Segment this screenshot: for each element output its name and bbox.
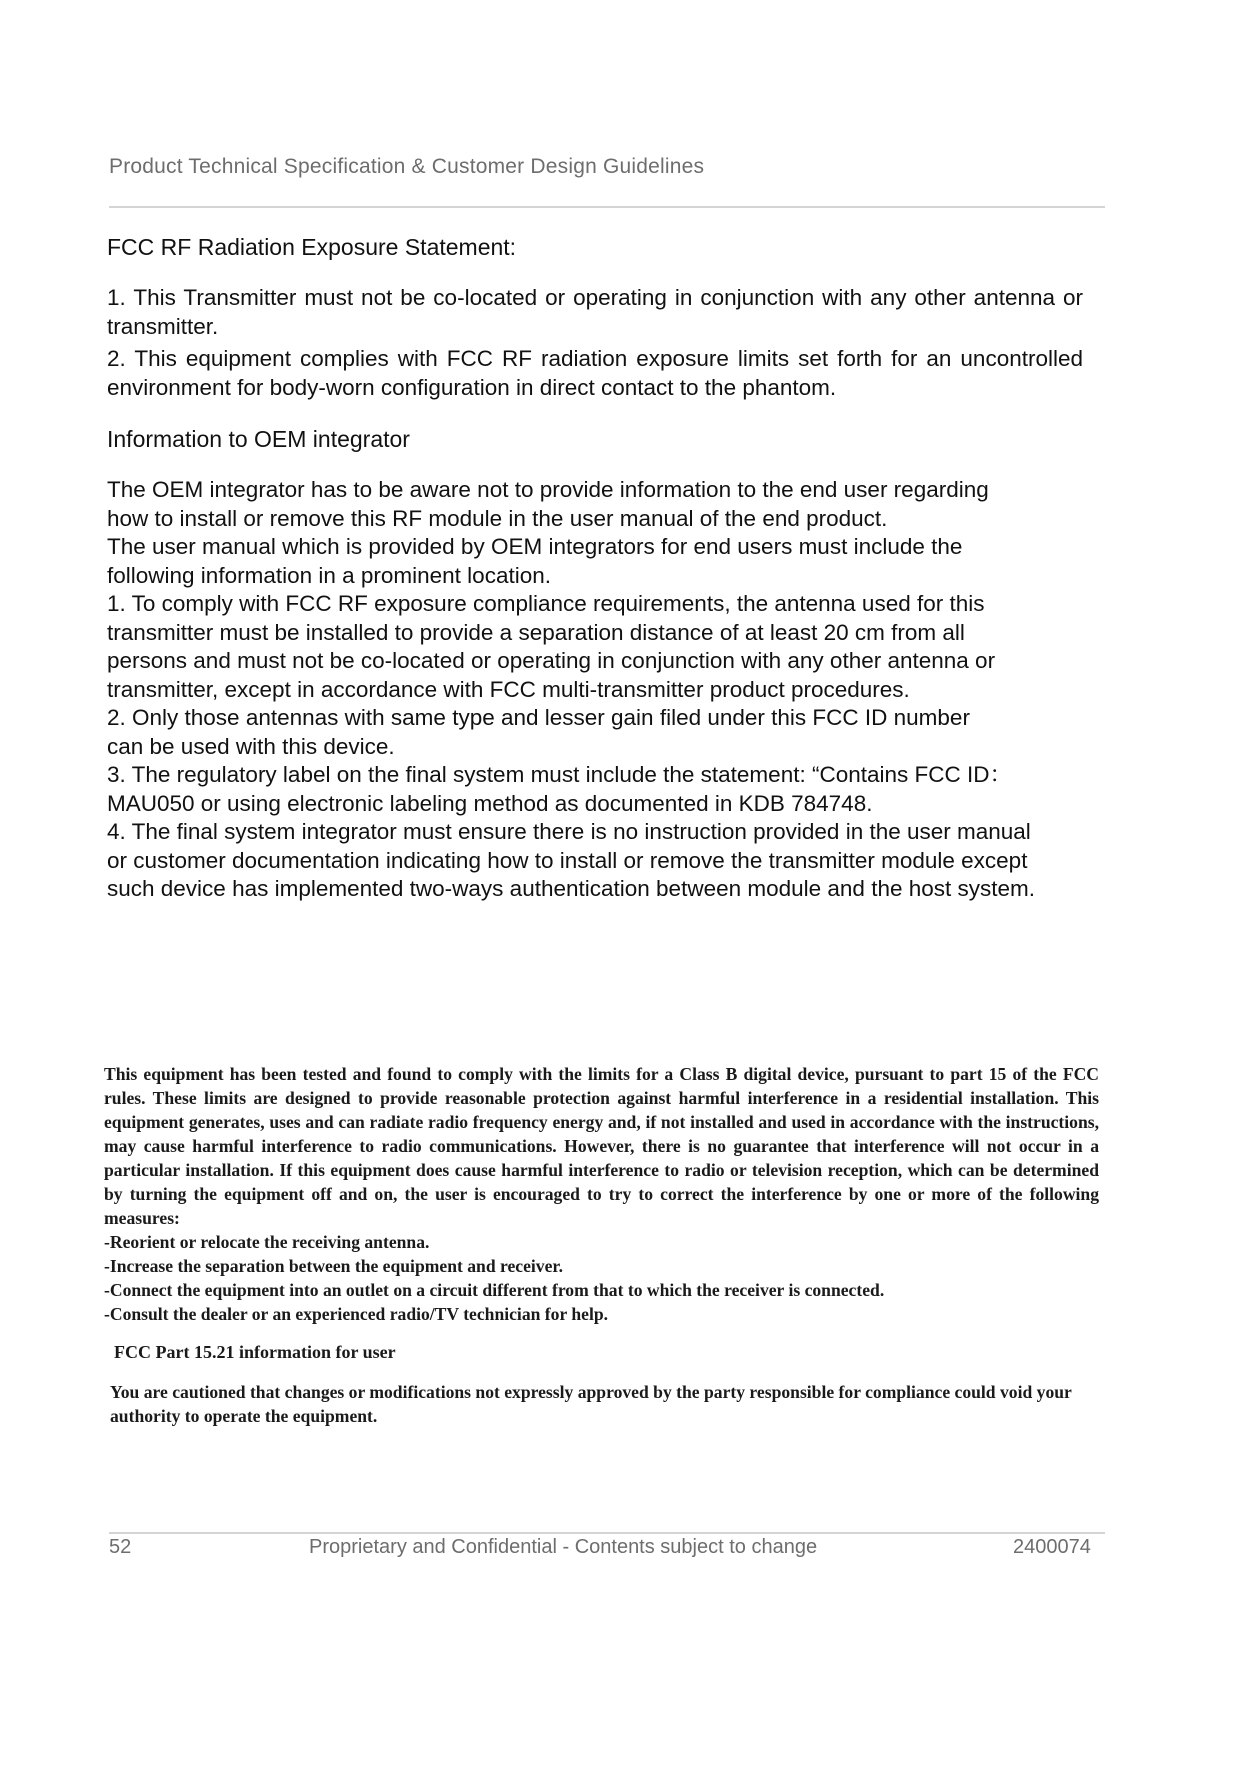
- measure-item: -Connect the equipment into an outlet on a circuit different from that to which the receiver is connected.: [104, 1280, 885, 1300]
- oem-list-item: 1. To comply with FCC RF exposure compliance requirements, the antenna used for this transmitter must be installed to provide a separation distance of at least 20 cm from all persons and must not be co-located or operating in conjunction with any other antenna or transmitter, except in accordance with FCC multi-transmitter product procedures.: [107, 591, 996, 702]
- oem-heading: Information to OEM integrator: [107, 426, 410, 452]
- footer-divider: [109, 1532, 1105, 1534]
- fcc-rf-item: 2. This equipment complies with FCC RF radiation exposure limits set forth for an uncontrolled environment for body-worn configuration in direct contact to the phantom.: [107, 346, 1083, 400]
- measure-item: -Reorient or relocate the receiving antenna.: [104, 1232, 430, 1252]
- part15-heading: FCC Part 15.21 information for user: [114, 1342, 396, 1362]
- fcc-rf-heading: FCC RF Radiation Exposure Statement:: [107, 234, 517, 260]
- class-b-section: [104, 1062, 1099, 1428]
- main-content: [107, 232, 1083, 904]
- footer-notice: Proprietary and Confidential - Contents subject to change: [309, 1536, 818, 1558]
- header-divider: [109, 206, 1105, 208]
- oem-list-item: 3. The regulatory label on the final system must include the statement: “Contains FCC ID：MAU050 or using electronic labeling method as documented in KDB 784748.: [107, 762, 1012, 816]
- part15-text: You are cautioned that changes or modifications not expressly approved by the party responsible for compliance could void your authority to operate the equipment.: [110, 1382, 1072, 1426]
- running-header: Product Technical Specification & Customer Design Guidelines: [109, 155, 705, 178]
- fcc-rf-item: 1. This Transmitter must not be co-located or operating in conjunction with any other antenna or transmitter.: [107, 285, 1083, 339]
- oem-list-item: 4. The final system integrator must ensure there is no instruction provided in the user manual or customer documentation indicating how to install or remove the transmitter module except such device has implemented two-ways authentication between module and the host system.: [107, 819, 1036, 901]
- measure-item: -Increase the separation between the equipment and receiver.: [104, 1256, 564, 1276]
- document-number: 2400074: [1013, 1536, 1091, 1558]
- oem-list-item: 2. Only those antennas with same type and lesser gain filed under this FCC ID number can be used with this device.: [107, 705, 970, 759]
- measure-item: -Consult the dealer or an experienced radio/TV technician for help.: [104, 1304, 609, 1324]
- page-number: 52: [109, 1536, 132, 1558]
- oem-paragraph: The user manual which is provided by OEM integrators for end users must include the following information in a prominent location.: [107, 534, 963, 588]
- class-b-paragraph: This equipment has been tested and found to comply with the limits for a Class B digital device, pursuant to part 15 of the FCC rules. These limits are designed to provide reasonable protection against harmful interference in a residential installation. This equipment generates, uses and can radiate radio frequency energy and, if not installed and used in accordance with the instructions, may cause harmful interference to radio communications. However, there is no guarantee that interference will not occur in a particular installation. If this equipment does cause harmful interference to radio or television reception, which can be determined by turning the equipment off and on, the user is encouraged to try to correct the interference by one or more of the following measures:: [104, 1064, 1099, 1228]
- oem-paragraph: The OEM integrator has to be aware not to provide information to the end user regarding how to install or remove this RF module in the user manual of the end product.: [107, 477, 989, 531]
